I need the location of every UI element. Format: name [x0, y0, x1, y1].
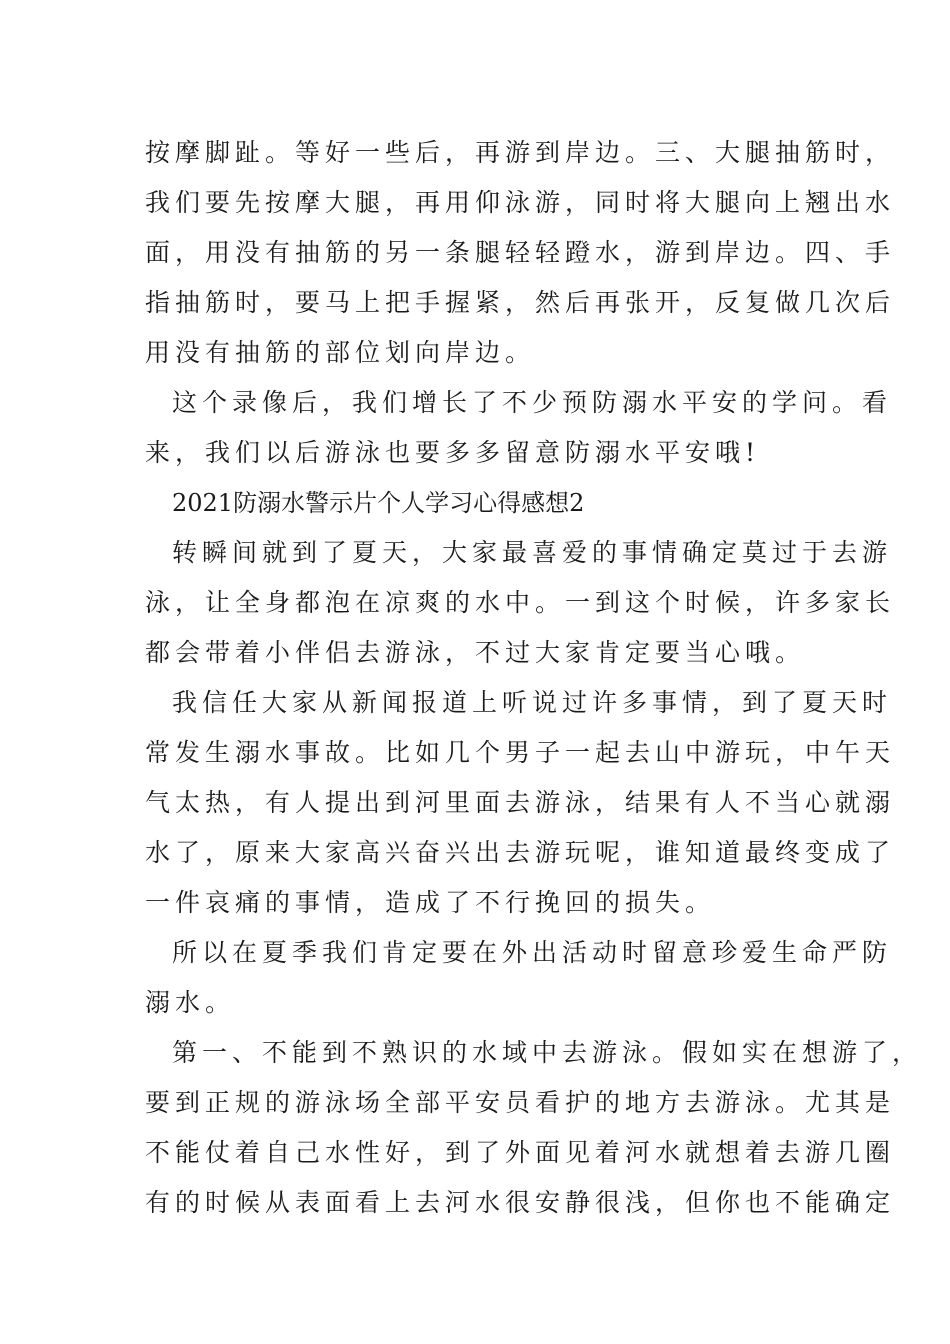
paragraph-first-line: 我信任大家从新闻报道上听说过许多事情，到了夏天时 — [172, 688, 893, 717]
body-text-line: 气太热，有人提出到河里面去游泳，结果有人不当心就溺 — [145, 788, 896, 817]
body-text-line: 按摩脚趾。等好一些后，再游到岸边。三、大腿抽筋时， — [145, 138, 896, 167]
paragraph-first-line: 这个录像后，我们增长了不少预防溺水平安的学问。看 — [172, 388, 893, 417]
body-text-line: 面，用没有抽筋的另一条腿轻轻蹬水，游到岸边。四、手 — [145, 238, 896, 267]
body-text-line: 溺水。 — [145, 988, 236, 1017]
body-text-line: 来，我们以后游泳也要多多留意防溺水平安哦! — [145, 438, 761, 467]
body-text-line: 一件哀痛的事情，造成了不行挽回的损失。 — [145, 888, 716, 917]
body-text-line: 要到正规的游泳场全部平安员看护的地方去游泳。尤其是 — [145, 1088, 896, 1117]
paragraph-first-line: 转瞬间就到了夏天，大家最喜爱的事情确定莫过于去游 — [172, 538, 893, 567]
body-text-line: 不能仗着自己水性好，到了外面见着河水就想着去游几圈 — [145, 1138, 896, 1167]
body-text-line: 有的时候从表面看上去河水很安静很浅，但你也不能确定 — [145, 1188, 896, 1217]
body-text-line: 常发生溺水事故。比如几个男子一起去山中游玩，中午天 — [145, 738, 896, 767]
body-text-line: 用没有抽筋的部位划向岸边。 — [145, 338, 536, 367]
body-text-line: 泳，让全身都泡在凉爽的水中。一到这个时候，许多家长 — [145, 588, 896, 617]
body-text-line: 都会带着小伴侣去游泳，不过大家肯定要当心哦。 — [145, 638, 806, 667]
paragraph-first-line: 所以在夏季我们肯定要在外出活动时留意珍爱生命严防 — [172, 938, 893, 967]
body-text-line: 水了，原来大家高兴奋兴出去游玩呢，谁知道最终变成了 — [145, 838, 896, 867]
paragraph-first-line: 第一、不能到不熟识的水域中去游泳。假如实在想游了， — [172, 1038, 923, 1067]
body-text-line: 指抽筋时，要马上把手握紧，然后再张开，反复做几次后 — [145, 288, 896, 317]
body-text-line: 我们要先按摩大腿，再用仰泳游，同时将大腿向上翘出水 — [145, 188, 896, 217]
section-heading: 2021防溺水警示片个人学习心得感想2 — [172, 489, 585, 517]
